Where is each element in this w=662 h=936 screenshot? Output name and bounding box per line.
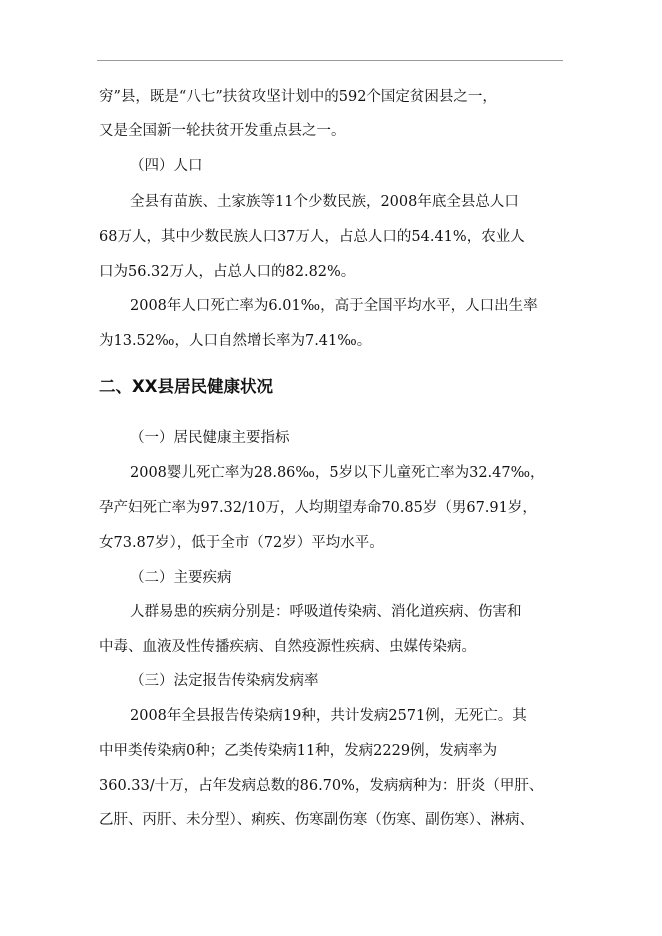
- paragraph-line: 人群易患的疾病分别是：呼吸道传染病、消化道疾病、伤害和: [130, 604, 522, 620]
- subsection-heading: （二）主要疾病: [130, 570, 232, 586]
- paragraph-line: 2008年全县报告传染病19种，共计发病2571例，无死亡。其: [130, 708, 527, 724]
- paragraph-line: 女73.87岁），低于全市（72岁）平均水平。: [99, 535, 384, 551]
- paragraph-line: 中甲类传染病0种；乙类传染病11种，发病2229例，发病率为: [99, 743, 498, 759]
- subsection-heading: （三）法定报告传染病发病率: [130, 673, 319, 689]
- paragraph-line: 穷”县，既是“八七”扶贫攻坚计划中的592个国定贫困县之一，: [99, 89, 497, 105]
- paragraph-line: 2008年人口死亡率为6.01‰，高于全国平均水平，人口出生率: [130, 298, 538, 314]
- paragraph-line: 全县有苗族、土家族等11个少数民族，2008年底全县总人口: [130, 194, 519, 210]
- subsection-heading: （四）人口: [130, 158, 203, 174]
- paragraph-line: 乙肝、丙肝、未分型）、痢疾、伤寒副伤寒（伤寒、副伤寒）、淋病、: [99, 812, 534, 828]
- paragraph-line: 口为56.32万人，占总人口的82.82%。: [99, 264, 356, 280]
- section-heading: 二、XX县居民健康状况: [99, 377, 273, 396]
- header-rule: [97, 60, 563, 61]
- paragraph-line: 又是全国新一轮扶贫开发重点县之一。: [99, 123, 346, 139]
- paragraph-line: 68万人，其中少数民族人口37万人，占总人口的54.41%，农业人: [99, 229, 525, 245]
- subsection-heading: （一）居民健康主要指标: [130, 430, 290, 446]
- paragraph-line: 360.33/十万，占年发病总数的86.70%，发病病种为：肝炎（甲肝、: [99, 778, 544, 794]
- paragraph-line: 为13.52‰，人口自然增长率为7.41‰。: [99, 333, 372, 349]
- paragraph-line: 孕产妇死亡率为97.32/10万，人均期望寿命70.85岁（男67.91岁，: [99, 500, 537, 516]
- paragraph-line: 2008婴儿死亡率为28.86‰，5岁以下儿童死亡率为32.47‰，: [130, 465, 545, 481]
- paragraph-line: 中毒、血液及性传播疾病、自然疫源性疾病、虫媒传染病。: [99, 639, 476, 655]
